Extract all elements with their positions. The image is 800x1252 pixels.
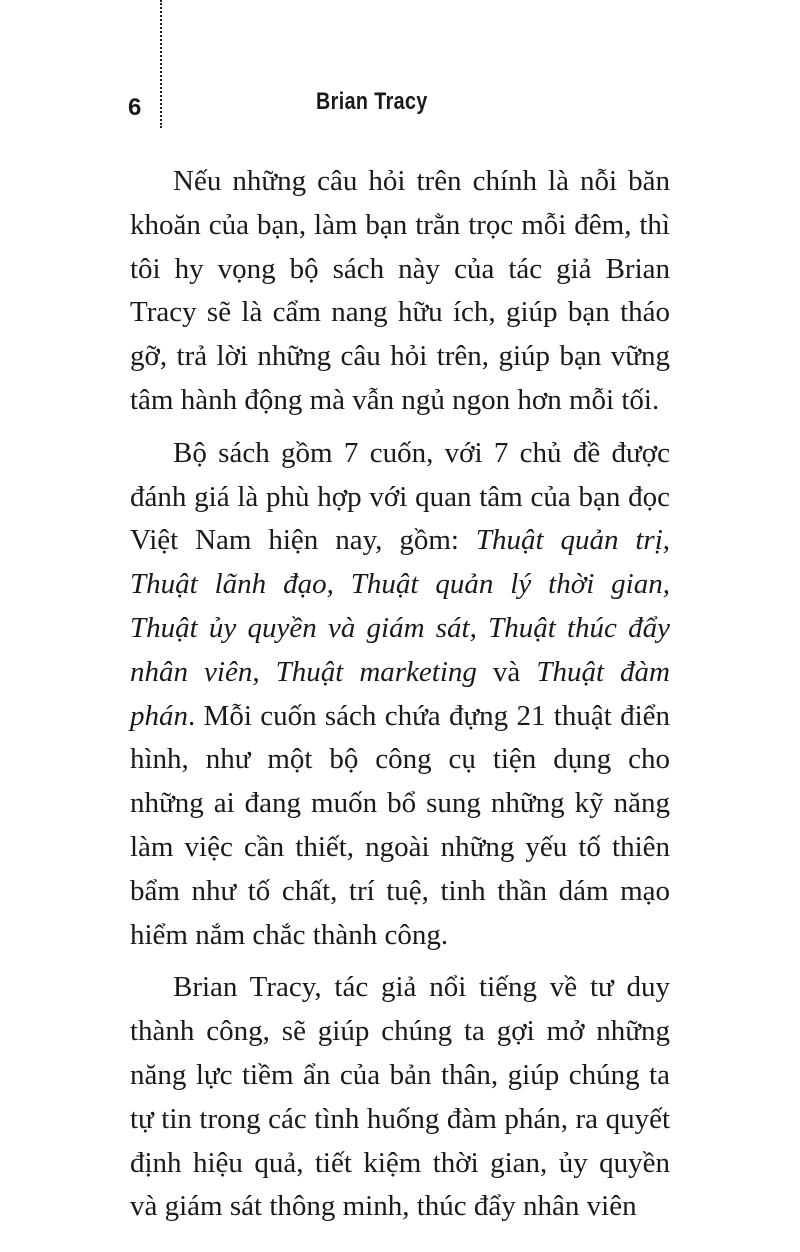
book-title-negotiation-italic: Thuật đàm phán — [130, 655, 670, 732]
paragraph-2-connector: và — [476, 655, 537, 688]
header-dotted-divider — [160, 0, 162, 128]
running-header — [128, 88, 428, 128]
paragraph-2 — [130, 432, 670, 958]
paragraph-2-intro: Bộ sách gồm 7 cuốn, với 7 chủ đề được đánh giá là phù hợp với quan tâm của bạn đọc Việt Nam hiện nay, gồm: — [130, 436, 670, 557]
paragraph-3: Brian Tracy, tác giả nổi tiếng về tư duy thành công, sẽ giúp chúng ta gợi mở những năng lực tiềm ẩn của bản thân, giúp chúng ta tự tin trong các tình huống đàm phán, ra quyết định hiệu quả, tiết kiệm thời gian, ủy quyền và giám sát thông minh, thúc đẩy nhân viên — [130, 971, 670, 1223]
page-number: 6 — [128, 94, 142, 121]
paragraph-2-rest: . Mỗi cuốn sách chứa đựng 21 thuật điển hình, như một bộ công cụ tiện dụng cho những ai đang muốn bổ sung những kỹ năng làm việc cần thiết, ngoài những yếu tố thiên bẩm như tố chất, trí tuệ, tinh thần dám mạo hiểm nắm chắc thành công. — [130, 699, 670, 951]
paragraph-1: Nếu những câu hỏi trên chính là nỗi băn khoăn của bạn, làm bạn trằn trọc mỗi đêm, thì tôi hy vọng bộ sách này của tác giả Brian Tracy sẽ là cẩm nang hữu ích, giúp bạn tháo gỡ, trả lời những câu hỏi trên, giúp bạn vững tâm hành động mà vẫn ngủ ngon hơn mỗi tối. — [130, 165, 670, 416]
body-text — [130, 160, 670, 1238]
book-titles-italic: Thuật quản trị, Thuật lãnh đạo, Thuật quản lý thời gian, Thuật ủy quyền và giám sát, Thuật thúc đẩy nhân viên, Thuật marketing — [130, 524, 670, 688]
header-author: Brian Tracy — [316, 88, 428, 115]
